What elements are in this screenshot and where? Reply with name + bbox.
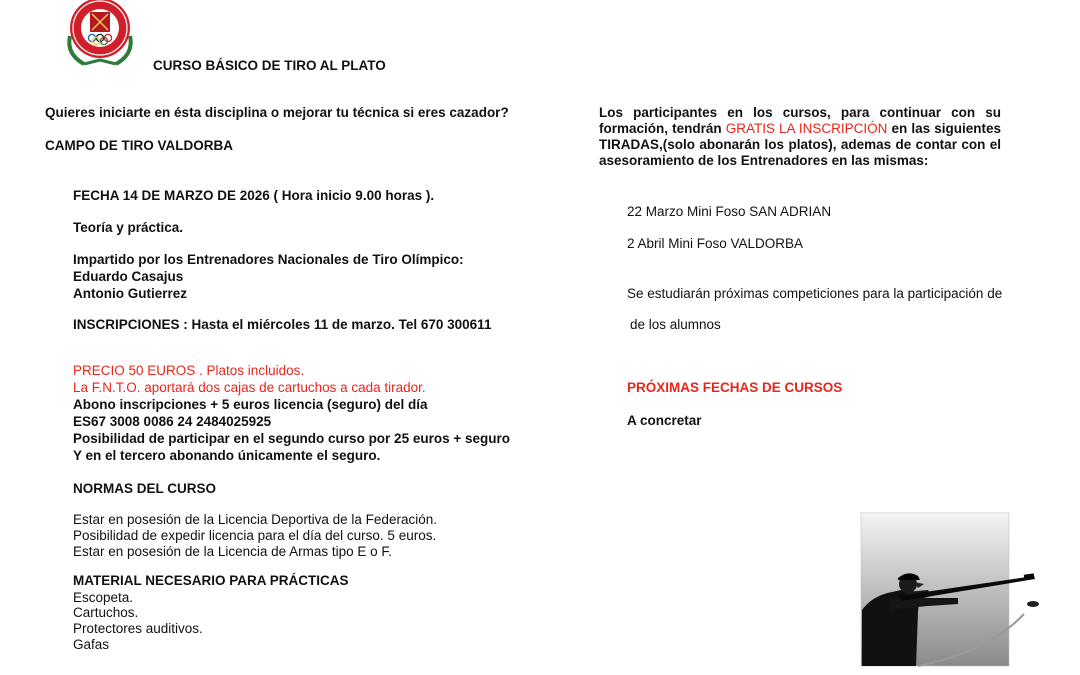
clay-shooter-icon	[858, 512, 1042, 668]
iban-text: ES67 3008 0086 24 2484025925	[73, 414, 272, 429]
second-course-text: Posibilidad de participar en el segundo curso por 25 euros + seguro	[73, 431, 510, 446]
participants-text-end: en las siguientes TIRADAS,(solo abonarán los platos), ademas de contar con el asesoramiento de los Entrenadores en las mismas:	[599, 121, 1001, 168]
material-item: Protectores auditivos.	[73, 621, 203, 636]
study-text: Se estudiarán próximas competiciones para la participación de	[627, 286, 1003, 301]
cartridges-text: La F.N.T.O. aportará dos cajas de cartuchos a cada tirador.	[73, 380, 426, 395]
next-courses-value: A concretar	[627, 413, 702, 428]
event-item: 22 Marzo Mini Foso SAN ADRIAN	[627, 204, 832, 219]
price-text: PRECIO 50 EUROS . Platos incluidos.	[73, 363, 305, 378]
free-registration-highlight: GRATIS LA INSCRIPCIÓN	[725, 121, 888, 136]
rule-item: Estar en posesión de la Licencia Deportiva de la Federación.	[73, 512, 437, 527]
study-text-cont: de los alumnos	[630, 317, 721, 332]
theory-text: Teoría y práctica.	[73, 220, 184, 235]
page-title: CURSO BÁSICO DE TIRO AL PLATO	[153, 58, 386, 73]
intro-text: Quieres iniciarte en ésta disciplina o mejorar tu técnica si eres cazador?	[45, 105, 509, 120]
material-item: Gafas	[73, 637, 110, 652]
payment-text: Abono inscripciones + 5 euros licencia (seguro) del día	[73, 397, 428, 412]
trainer-name: Antonio Gutierrez	[73, 286, 187, 301]
date-line: FECHA 14 DE MARZO DE 2026 ( Hora inicio 9.00 horas ).	[73, 188, 435, 203]
third-course-text: Y en el tercero abonando únicamente el seguro.	[73, 448, 381, 463]
material-item: Escopeta.	[73, 590, 134, 605]
material-heading: MATERIAL NECESARIO PARA PRÁCTICAS	[73, 573, 349, 588]
event-item: 2 Abril Mini Foso VALDORBA	[627, 236, 804, 251]
federation-logo-icon	[62, 0, 138, 68]
trainers-heading: Impartido por los Entrenadores Nacionales de Tiro Olímpico:	[73, 252, 464, 267]
participants-paragraph	[599, 105, 1001, 169]
material-item: Cartuchos.	[73, 605, 139, 620]
venue-text: CAMPO DE TIRO VALDORBA	[45, 138, 233, 153]
rules-heading: NORMAS DEL CURSO	[73, 481, 217, 496]
rule-item: Estar en posesión de la Licencia de Armas tipo E o F.	[73, 544, 392, 559]
trainer-name: Eduardo Casajus	[73, 269, 184, 284]
registration-text: INSCRIPCIONES : Hasta el miércoles 11 de marzo. Tel 670 300611	[73, 317, 492, 332]
participants-text: Los participantes en los cursos, para continuar con su formación, tendrán	[599, 105, 1001, 136]
rule-item: Posibilidad de expedir licencia para el día del curso. 5 euros.	[73, 528, 437, 543]
next-courses-heading: PRÓXIMAS FECHAS DE CURSOS	[627, 380, 843, 395]
